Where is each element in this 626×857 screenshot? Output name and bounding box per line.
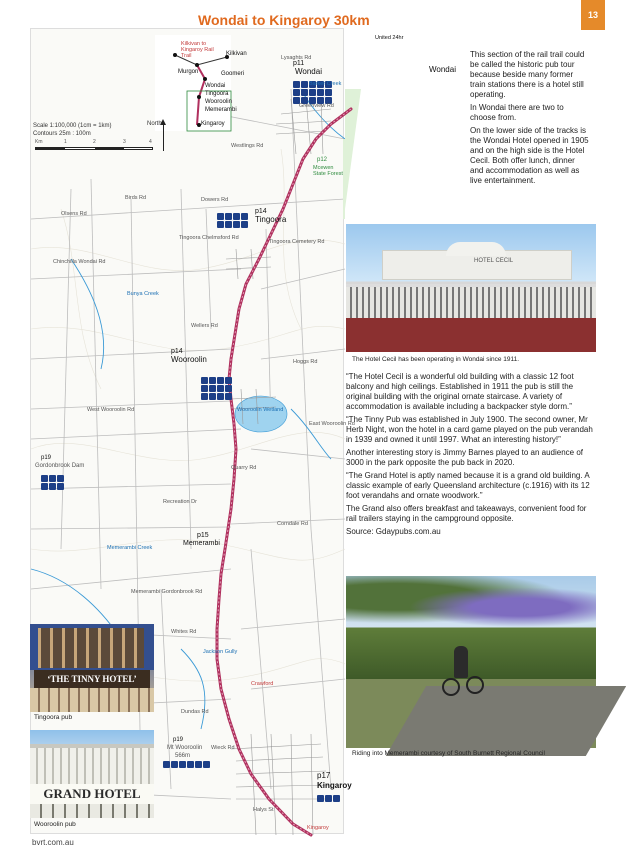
page-title: Wondai to Kingaroy 30km xyxy=(198,12,370,28)
label-birds-rd: Birds Rd xyxy=(125,195,147,201)
label-p17: p17 xyxy=(317,771,331,780)
kingaroy-amenity-icons xyxy=(317,795,347,802)
label-mt-height: 566m xyxy=(175,753,191,759)
intro-paragraph: This section of the rail trail could be called the historic pub tour because beside many former train stations there is a hotel still operating. xyxy=(470,50,585,99)
body-paragraph: The Grand also offers breakfast and takeaways, convenient food for rail trailers staying in the campground opposite. xyxy=(346,504,587,523)
page-number: 13 xyxy=(581,0,605,30)
legend-tingoora: Tingoora xyxy=(205,91,229,97)
intro-paragraph: On the lower side of the tracks is the Wondai Hotel opened in 1905 and on the high side is the Hotel Cecil. Both offer lunch, dinner and accommodation as well as live entertainment. xyxy=(470,126,589,185)
scale-km: Km xyxy=(35,139,43,145)
label-mcewen-forest: Mcewen State Forest xyxy=(313,165,343,177)
scale-bar xyxy=(35,147,153,150)
intro-paragraph: In Wondai there are two to choose from. xyxy=(470,103,564,122)
label-westlings-rd: Westlings Rd xyxy=(231,143,264,149)
label-kingaroy: Kingaroy xyxy=(317,781,352,790)
tingoora-amenity-icons xyxy=(217,213,251,228)
label-p11: p11 xyxy=(293,60,305,67)
label-dowers-rd: Dowers Rd xyxy=(201,197,229,203)
north-label: North xyxy=(147,121,162,127)
label-wooroolin-wetland: Wooroolin Wetland xyxy=(237,407,284,413)
pub-history-text xyxy=(346,372,594,540)
legend-memerambi: Memerambi xyxy=(205,107,237,113)
legend-wooroolin: Wooroolin xyxy=(205,99,232,105)
label-wellers-rd: Wellers Rd xyxy=(191,323,218,329)
body-paragraph: “The Tinny Pub was established in July 1900. The second owner, Mr Herb Night, won the hotel in a card game played on the pub verandah in 1939 and owned it until 1997. What an interesting history!” xyxy=(346,415,593,444)
hotel-cecil-caption: The Hotel Cecil has been operating in Wondai since 1911. xyxy=(352,356,520,363)
tinny-caption: Tingoora pub xyxy=(34,714,73,721)
label-east-wooroolin-rd: East Wooroolin Rd xyxy=(309,421,355,427)
label-p14-wooroolin: p14 xyxy=(171,348,183,355)
scale-1: 1 xyxy=(64,139,67,145)
label-tingoora-cemetery-rd: Tingoora Cemetery Rd xyxy=(269,239,325,245)
label-halys-st: Halys St xyxy=(253,807,274,813)
label-dundas-rd: Dundas Rd xyxy=(181,709,209,715)
label-wooroolin: Wooroolin xyxy=(171,355,207,364)
legend-goomeri: Goomeri xyxy=(221,71,245,77)
scale-4: 4 xyxy=(149,139,152,145)
label-whites-rd: Whites Rd xyxy=(171,629,197,635)
label-memerambi-gordonbrook-rd: Memerambi Gordonbrook Rd xyxy=(131,589,203,595)
label-p19-dam: p19 xyxy=(41,455,52,461)
label-crawford: Crawford xyxy=(251,681,274,687)
label-p12: p12 xyxy=(317,157,328,163)
scale-text: Scale 1:100,000 (1cm = 1km) xyxy=(33,123,112,129)
mt-amenity-icons xyxy=(163,761,223,768)
contour-text: Contours 25m : 100m xyxy=(33,131,91,137)
label-gordonbrook-dam: Gordonbrook Dam xyxy=(35,463,85,469)
tinny-hotel-sign: ‘THE TINNY HOTEL’ xyxy=(34,670,150,688)
label-tingoora-chelmsford-rd: Tingoora Chelmsford Rd xyxy=(179,235,239,241)
label-memerambi-creek: Memerambi Creek xyxy=(107,545,153,551)
intro-text xyxy=(470,50,590,189)
wooroolin-amenity-icons xyxy=(201,377,235,400)
label-jackson-gully: Jackson Gully xyxy=(203,649,238,655)
label-corndale-rd: Corndale Rd xyxy=(277,521,308,527)
label-kingaroy-station: Kingaroy xyxy=(307,825,329,831)
label-olsens-rd: Olsens Rd xyxy=(61,211,87,217)
grand-hotel-sign: GRAND HOTEL xyxy=(30,784,154,804)
label-barker-creek: Barker Creek xyxy=(309,81,342,87)
label-greenview-rd: Greenview Rd xyxy=(299,103,334,109)
grand-caption: Wooroolin pub xyxy=(34,821,76,828)
body-paragraph: Another interesting story is Jimmy Barnes played to an audience of 3000 in the park opposite the pub back in 2020. xyxy=(346,448,584,467)
label-mt-wooroolin: Mt Wooroolin xyxy=(167,745,203,751)
label-wondai: Wondai xyxy=(429,65,456,74)
label-united-24hr: United 24hr xyxy=(375,35,404,41)
north-arrow-icon xyxy=(163,121,164,151)
hotel-cecil-sign: HOTEL CECIL xyxy=(474,258,514,264)
scale-2: 2 xyxy=(93,139,96,145)
legend-wondai: Wondai xyxy=(205,83,226,89)
label-bunya-creek: Bunya Creek xyxy=(127,291,159,297)
label-hoggs-rd: Hoggs Rd xyxy=(293,359,318,365)
label-p19-mt: p19 xyxy=(173,737,184,743)
body-paragraph: “The Hotel Cecil is a wonderful old building with a classic 12 foot balcony and high ceilings. Established in 1911 the pub is still the original building with the original ornate staircase. A variety of accommodation is available including a backpacker style dorm.” xyxy=(346,372,574,411)
label-p14-tingoora: p14 xyxy=(255,208,267,215)
legend-murgon: Murgon xyxy=(178,69,199,75)
tinny-hotel-photo xyxy=(30,624,154,712)
dam-amenity-icons xyxy=(41,475,71,490)
label-chinchilla-rd: Chinchilla Wondai Rd xyxy=(53,259,106,265)
source-line: Source: Gdaypubs.com.au xyxy=(346,527,441,536)
scale-3: 3 xyxy=(123,139,126,145)
label-recreation-dr: Recreation Dr xyxy=(163,499,197,505)
label-wondai-town: Wondai xyxy=(295,67,322,76)
legend-trail-label: Kilkivan to Kingaroy Rail Trail xyxy=(181,41,214,59)
label-wieck-rd: Wieck Rd xyxy=(211,745,235,751)
footer-url[interactable]: bvrt.com.au xyxy=(32,838,74,847)
hotel-cecil-photo xyxy=(346,224,596,352)
rider-photo xyxy=(346,576,596,748)
grand-hotel-photo xyxy=(30,730,154,818)
body-paragraph: “The Grand Hotel is aptly named because it is a grand old building. A classic example of early Queensland architecture (c.1916) with its 12 foot verandahs and ornate woodwork.” xyxy=(346,471,590,500)
label-lysaghts-rd: Lysaghts Rd xyxy=(281,55,312,61)
label-tingoora: Tingoora xyxy=(255,215,287,224)
rider-caption: Riding into Memerambi courtesy of South Burnett Regional Council xyxy=(352,750,545,757)
label-west-wooroolin-rd: West Wooroolin Rd xyxy=(87,407,135,413)
label-quarry-rd: Quarry Rd xyxy=(231,465,257,471)
label-p15: p15 xyxy=(197,532,209,539)
legend-kilkivan: Kilkivan xyxy=(226,51,247,57)
legend-kingaroy: Kingaroy xyxy=(201,121,225,127)
label-memerambi: Memerambi xyxy=(183,540,220,547)
